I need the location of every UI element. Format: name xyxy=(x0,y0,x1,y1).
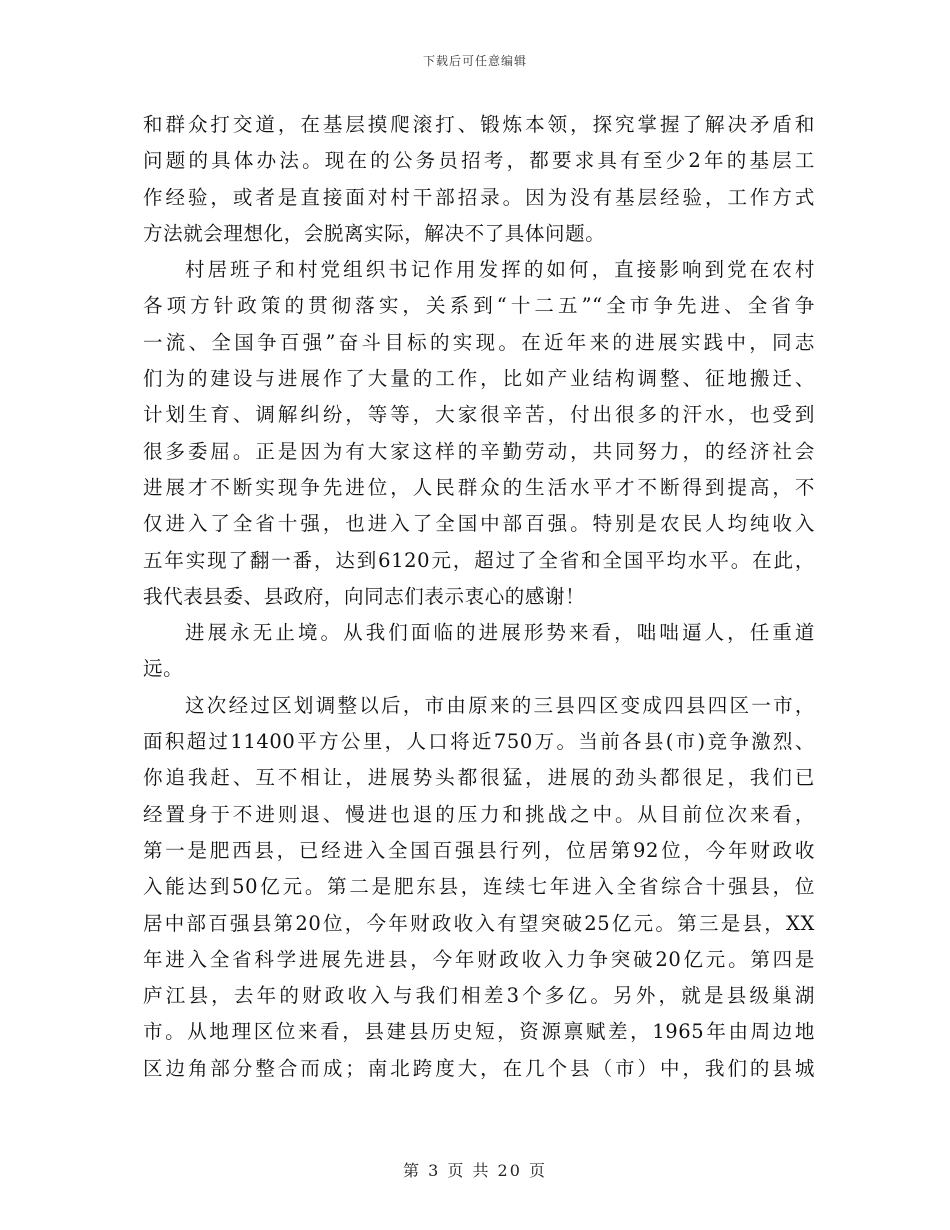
text-line: 年进入全省科学进展先进县，今年财政收入力争突破20亿元。第四是 xyxy=(143,947,815,971)
text-line: 计划生育、调解纠纷，等等，大家很辛苦，付出很多的汗水，也受到 xyxy=(143,403,815,427)
text-line: 一流、全国争百强”奋斗目标的实现。在近年来的进展实践中，同志 xyxy=(143,330,815,354)
text-line: 我代表县委、县政府，向同志们表示衷心的感谢！ xyxy=(143,584,586,608)
text-line: 五年实现了翻一番，达到6120元，超过了全省和全国平均水平。在此， xyxy=(143,548,815,572)
text-line: 进展才不断实现争先进位，人民群众的生活水平才不断得到提高，不 xyxy=(143,475,815,499)
text-line: 远。 xyxy=(143,657,184,681)
document-body xyxy=(143,107,815,1087)
paragraph-first-line: 村居班子和村党组织书记作用发挥的如何，直接影响到党在农村 xyxy=(185,258,815,282)
page-footer: 第 3 页 共 20 页 xyxy=(403,1161,547,1180)
text-line: 庐江县，去年的财政收入与我们相差3个多亿。另外，就是县级巢湖 xyxy=(143,984,815,1008)
text-line: 入能达到50亿元。第二是肥东县，连续七年进入全省综合十强县，位 xyxy=(143,875,815,899)
text-line: 很多委屈。正是因为有大家这样的辛勤劳动，共同努力，的经济社会 xyxy=(143,439,815,463)
text-line: 和群众打交道，在基层摸爬滚打、锻炼本领，探究掌握了解决矛盾和 xyxy=(143,113,815,136)
text-line: 各项方针政策的贯彻落实，关系到“十二五”“全市争先进、全省争 xyxy=(143,294,815,318)
text-line: 第一是肥西县，已经进入全国百强县行列，位居第92位，今年财政收 xyxy=(143,838,815,862)
text-line: 方法就会理想化，会脱离实际，解决不了具体问题。 xyxy=(143,221,606,245)
text-line: 经置身于不进则退、慢进也退的压力和挑战之中。从目前位次来看， xyxy=(143,802,815,826)
text-line: 作经验，或者是直接面对村干部招录。因为没有基层经验，工作方式 xyxy=(143,185,815,209)
text-line: 们为的建设与进展作了大量的工作，比如产业结构调整、征地搬迁、 xyxy=(143,367,815,391)
page-header: 下载后可任意编辑 xyxy=(422,54,527,68)
text-line: 区边角部分整合而成；南北跨度大，在几个县（市）中，我们的县城 xyxy=(143,1056,815,1080)
text-line: 问题的具体办法。现在的公务员招考，都要求具有至少2年的基层工 xyxy=(143,149,815,173)
text-line: 居中部百强县第20位，今年财政收入有望突破25亿元。第三是县，XX xyxy=(143,911,815,935)
text-line: 你追我赶、互不相让，进展势头都很猛，进展的劲头都很足，我们已 xyxy=(143,766,815,790)
paragraph-first-line: 进展永无止境。从我们面临的进展形势来看，咄咄逼人，任重道 xyxy=(185,621,815,645)
text-line: 市。从地理区位来看，县建县历史短，资源禀赋差，1965年由周边地 xyxy=(143,1020,815,1044)
paragraph-first-line: 这次经过区划调整以后，市由原来的三县四区变成四县四区一市， xyxy=(185,693,815,717)
text-line: 面积超过11400平方公里，人口将近750万。当前各县(市)竞争激烈、 xyxy=(143,730,815,754)
text-line: 仅进入了全省十强，也进入了全国中部百强。特别是农民人均纯收入 xyxy=(143,512,815,536)
